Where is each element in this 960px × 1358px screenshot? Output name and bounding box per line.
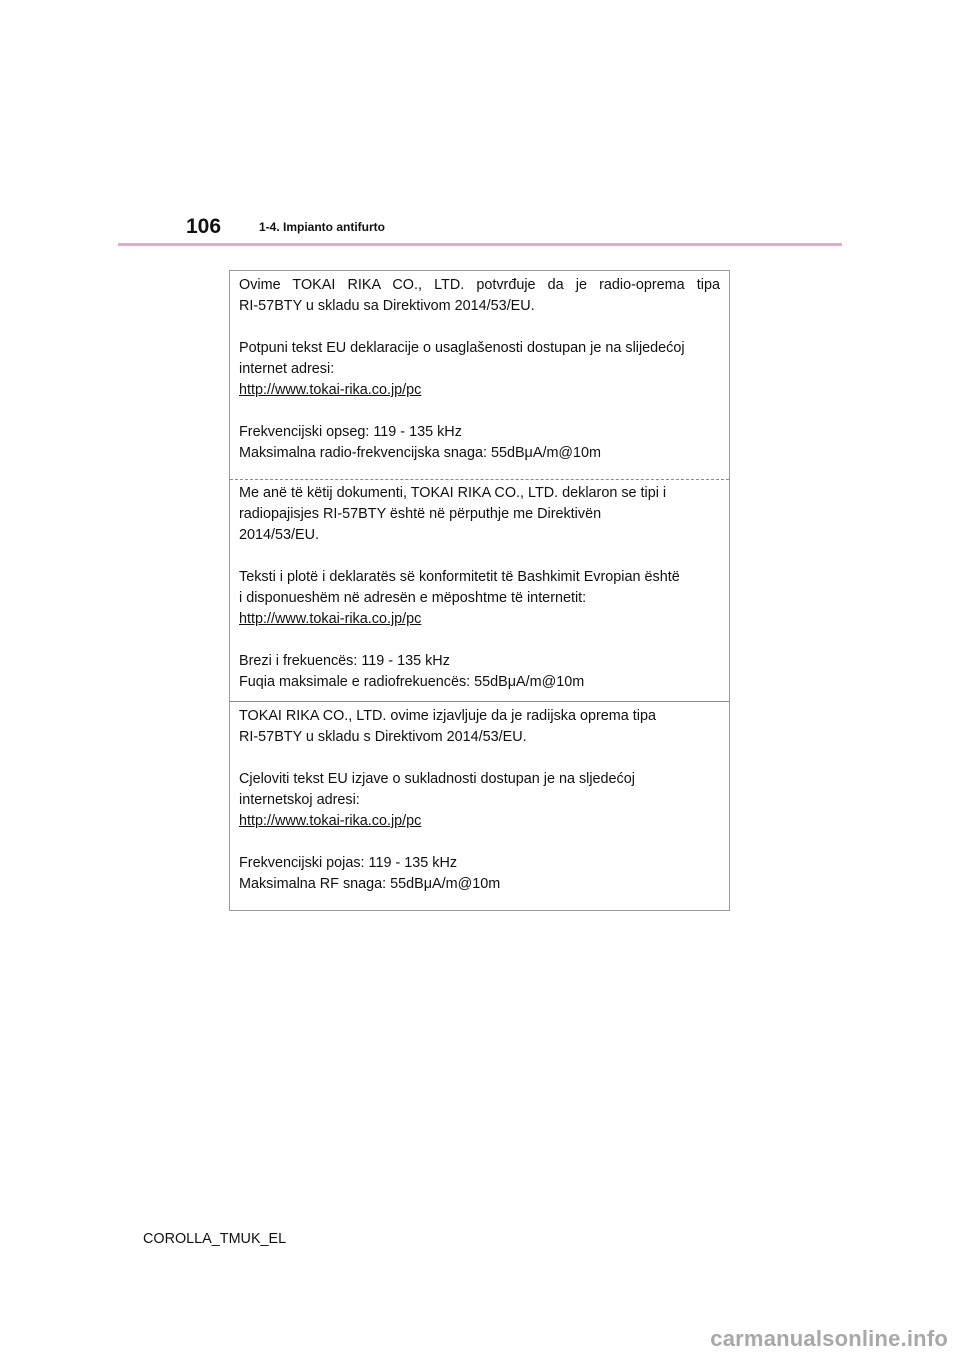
declaration-box (229, 270, 730, 911)
frequency-range: Frekvencijski pojas: 119 - 135 kHz (239, 855, 458, 871)
declaration-text-line: 2014/53/EU. (239, 527, 320, 543)
declaration-text-line: RI-57BTY u skladu sa Direktivom 2014/53/EU. (239, 298, 535, 314)
declaration-text-line: i disponueshëm në adresën e mëposhtme të internetit: (239, 590, 587, 606)
declaration-link[interactable]: http://www.tokai-rika.co.jp/pc (239, 382, 422, 398)
declaration-text-line: Me anë të këtij dokumenti, TOKAI RIKA CO., LTD. deklaron se tipi i (239, 485, 667, 501)
declaration-text-line: radiopajisjes RI-57BTY është në përputhje me Direktivën (239, 506, 602, 522)
document-code: COROLLA_TMUK_EL (143, 1231, 287, 1247)
declaration-text-line: Potpuni tekst EU deklaracije o usaglašenosti dostupan je na slijedećoj (239, 340, 685, 356)
declaration-text-line: RI-57BTY u skladu s Direktivom 2014/53/EU. (239, 729, 527, 745)
header-divider (118, 243, 842, 246)
max-power: Fuqia maksimale e radiofrekuencës: 55dBμA/m@10m (239, 674, 585, 690)
declaration-text-line: Teksti i plotë i deklaratës së konformitetit të Bashkimit Evropian është (239, 569, 680, 585)
section-title: 1-4. Impianto antifurto (259, 220, 385, 234)
declaration-text-line: TOKAI RIKA CO., LTD. ovime izjavljuje da je radijska oprema tipa (239, 708, 656, 724)
declaration-text-line: internet adresi: (239, 361, 335, 377)
page-number: 106 (186, 215, 222, 238)
max-power: Maksimalna radio-frekvencijska snaga: 55dBμA/m@10m (239, 445, 602, 461)
declaration-bosnian (230, 271, 729, 479)
declaration-text-line: internetskoj adresi: (239, 792, 360, 808)
declaration-albanian (230, 479, 729, 701)
frequency-range: Brezi i frekuencës: 119 - 135 kHz (239, 653, 450, 669)
declaration-link[interactable]: http://www.tokai-rika.co.jp/pc (239, 813, 422, 829)
max-power: Maksimalna RF snaga: 55dBμA/m@10m (239, 876, 501, 892)
declaration-croatian (230, 701, 729, 910)
frequency-range: Frekvencijski opseg: 119 - 135 kHz (239, 424, 462, 440)
declaration-text-line: Ovime TOKAI RIKA CO., LTD. potvrđuje da je radio-oprema tipa (239, 277, 720, 293)
watermark: carmanualsonline.info (710, 1326, 948, 1351)
declaration-text-line: Cjeloviti tekst EU izjave o sukladnosti dostupan je na sljedećoj (239, 771, 635, 787)
declaration-link[interactable]: http://www.tokai-rika.co.jp/pc (239, 611, 422, 627)
